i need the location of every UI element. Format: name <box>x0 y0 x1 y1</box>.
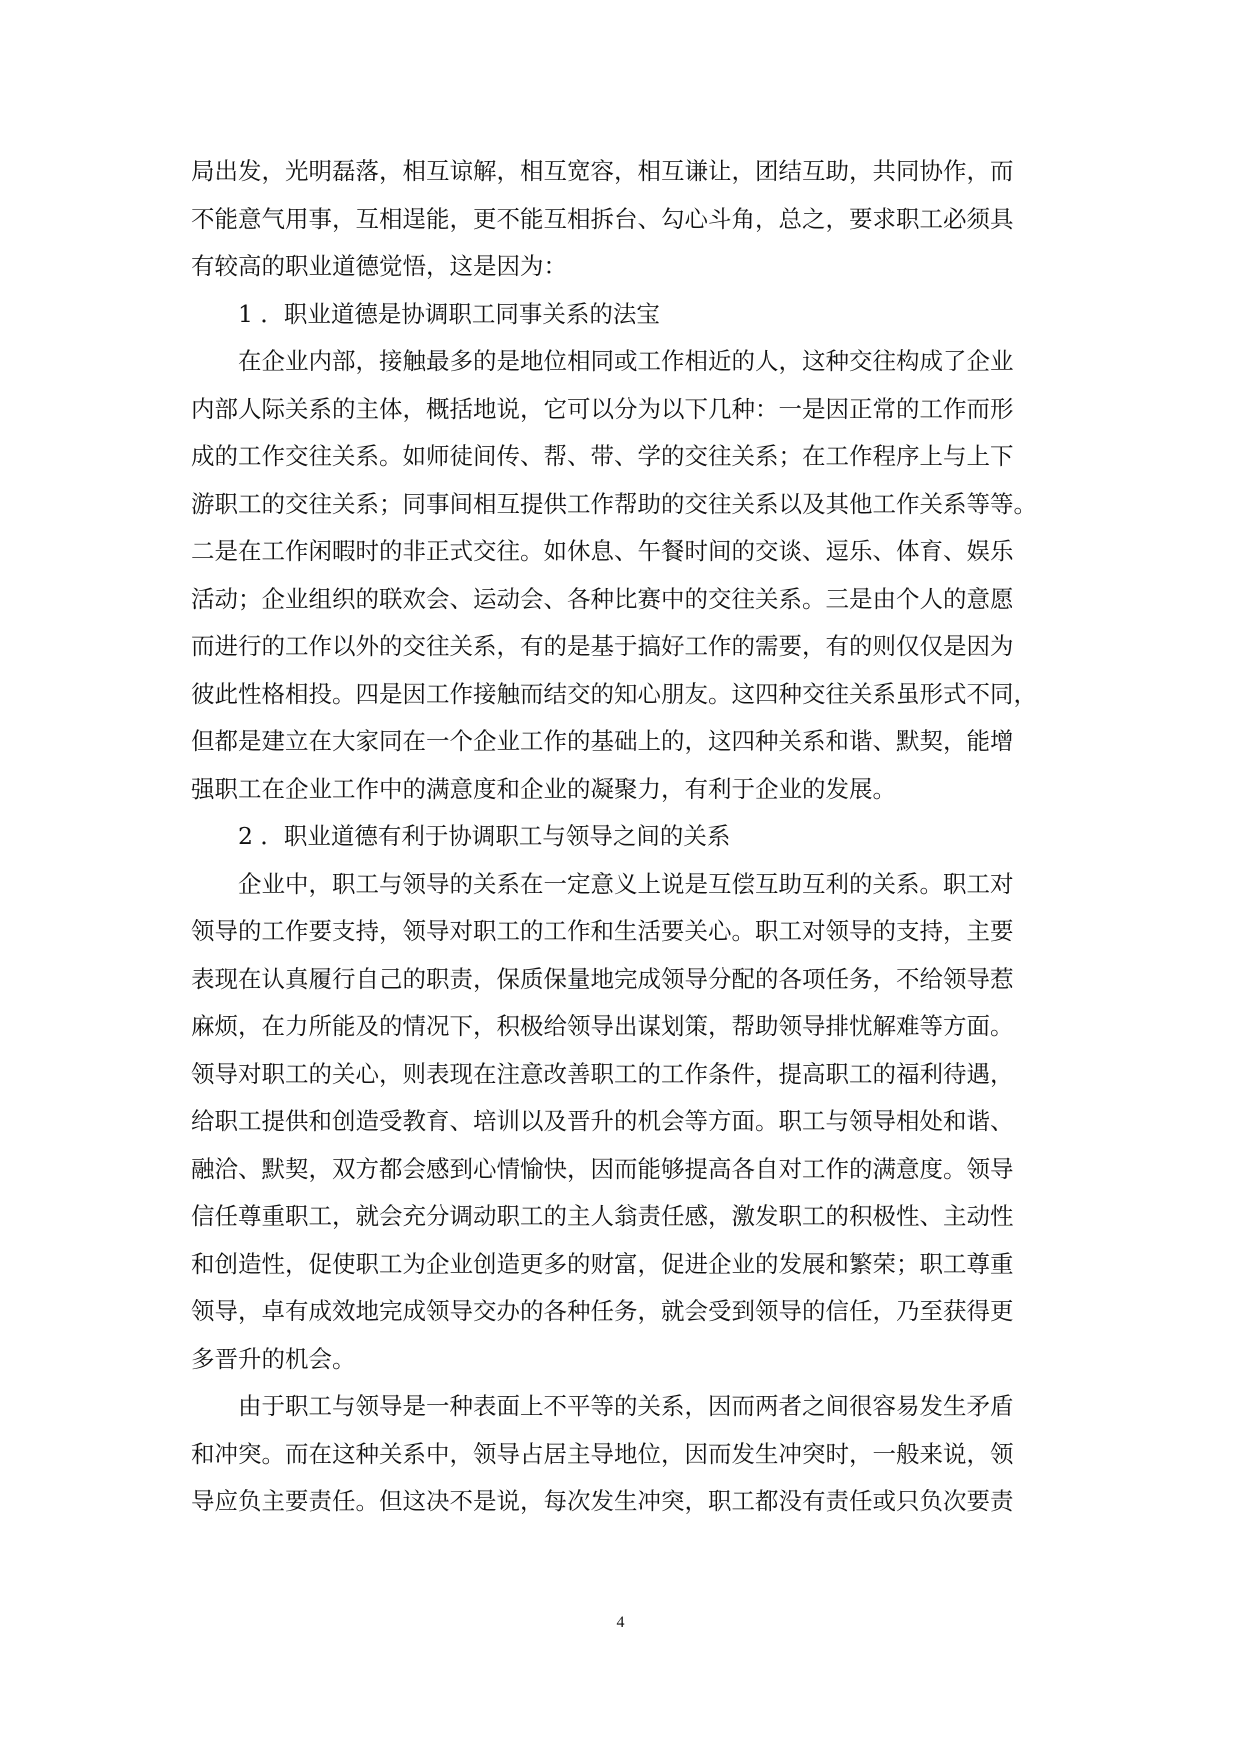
text-line: 局出发，光明磊落，相互谅解，相互宽容，相互谦让，团结互助，共同协作，而 <box>191 157 1014 185</box>
text-line: 活动；企业组织的联欢会、运动会、各种比赛中的交往关系。三是由个人的意愿 <box>191 584 1014 613</box>
text-line: 融洽、默契，双方都会感到心情愉快，因而能够提高各自对工作的满意度。领导 <box>191 1154 1014 1183</box>
text-line: 强职工在企业工作中的满意度和企业的凝聚力，有利于企业的发展。 <box>191 774 896 803</box>
text-line: 成的工作交往关系。如师徒间传、帮、带、学的交往关系；在工作程序上与上下 <box>191 442 1014 470</box>
text-line: 导应负主要责任。但这决不是说，每次发生冲突，职工都没有责任或只负次要责 <box>191 1487 1014 1515</box>
text-line: 和创造性，促使职工为企业创造更多的财富，促进企业的发展和繁荣；职工尊重 <box>191 1249 1014 1278</box>
text-line: 游职工的交往关系；同事间相互提供工作帮助的交往关系以及其他工作关系等等。 <box>191 489 1037 518</box>
text-line: 2 ．职业道德有利于协调职工与领导之间的关系 <box>238 822 731 850</box>
text-line: 彼此性格相投。四是因工作接触而结交的知心朋友。这四种交往关系虽形式不同， <box>191 679 1037 708</box>
text-line: 1 ．职业道德是协调职工同事关系的法宝 <box>238 299 660 328</box>
text-line: 给职工提供和创造受教育、培训以及晋升的机会等方面。职工与领导相处和谐、 <box>191 1107 1014 1135</box>
text-line: 表现在认真履行自己的职责，保质保量地完成领导分配的各项任务，不给领导惹 <box>191 964 1014 993</box>
text-line: 由于职工与领导是一种表面上不平等的关系，因而两者之间很容易发生矛盾 <box>238 1392 1014 1420</box>
text-line: 多晋升的机会。 <box>191 1344 356 1373</box>
text-line: 内部人际关系的主体，概括地说，它可以分为以下几种：一是因正常的工作而形 <box>191 394 1014 423</box>
document-body <box>191 148 1051 1526</box>
text-line: 麻烦，在力所能及的情况下，积极给领导出谋划策，帮助领导排忧解难等方面。 <box>191 1012 1014 1040</box>
text-line: 信任尊重职工，就会充分调动职工的主人翁责任感，激发职工的积极性、主动性 <box>191 1202 1014 1230</box>
page-number: 4 <box>616 1614 625 1631</box>
text-line: 领导对职工的关心，则表现在注意改善职工的工作条件，提高职工的福利待遇， <box>191 1059 1014 1088</box>
text-line: 领导，卓有成效地完成领导交办的各种任务，就会受到领导的信任，乃至获得更 <box>191 1297 1014 1325</box>
text-line: 在企业内部，接触最多的是地位相同或工作相近的人，这种交往构成了企业 <box>238 347 1014 375</box>
text-line: 和冲突。而在这种关系中，领导占居主导地位，因而发生冲突时，一般来说，领 <box>191 1439 1014 1468</box>
text-line: 二是在工作闲暇时的非正式交往。如休息、午餐时间的交谈、逗乐、体育、娱乐 <box>191 537 1014 565</box>
text-line: 不能意气用事，互相逞能，更不能互相拆台、勾心斗角，总之，要求职工必须具 <box>191 204 1014 233</box>
text-line: 有较高的职业道德觉悟，这是因为： <box>191 252 567 280</box>
text-line: 企业中，职工与领导的关系在一定意义上说是互偿互助互利的关系。职工对 <box>238 869 1014 898</box>
text-line: 而进行的工作以外的交往关系，有的是基于搞好工作的需要，有的则仅仅是因为 <box>191 632 1014 660</box>
text-line: 领导的工作要支持，领导对职工的工作和生活要关心。职工对领导的支持，主要 <box>191 917 1014 945</box>
text-line: 但都是建立在大家同在一个企业工作的基础上的，这四种关系和谐、默契，能增 <box>191 727 1014 755</box>
